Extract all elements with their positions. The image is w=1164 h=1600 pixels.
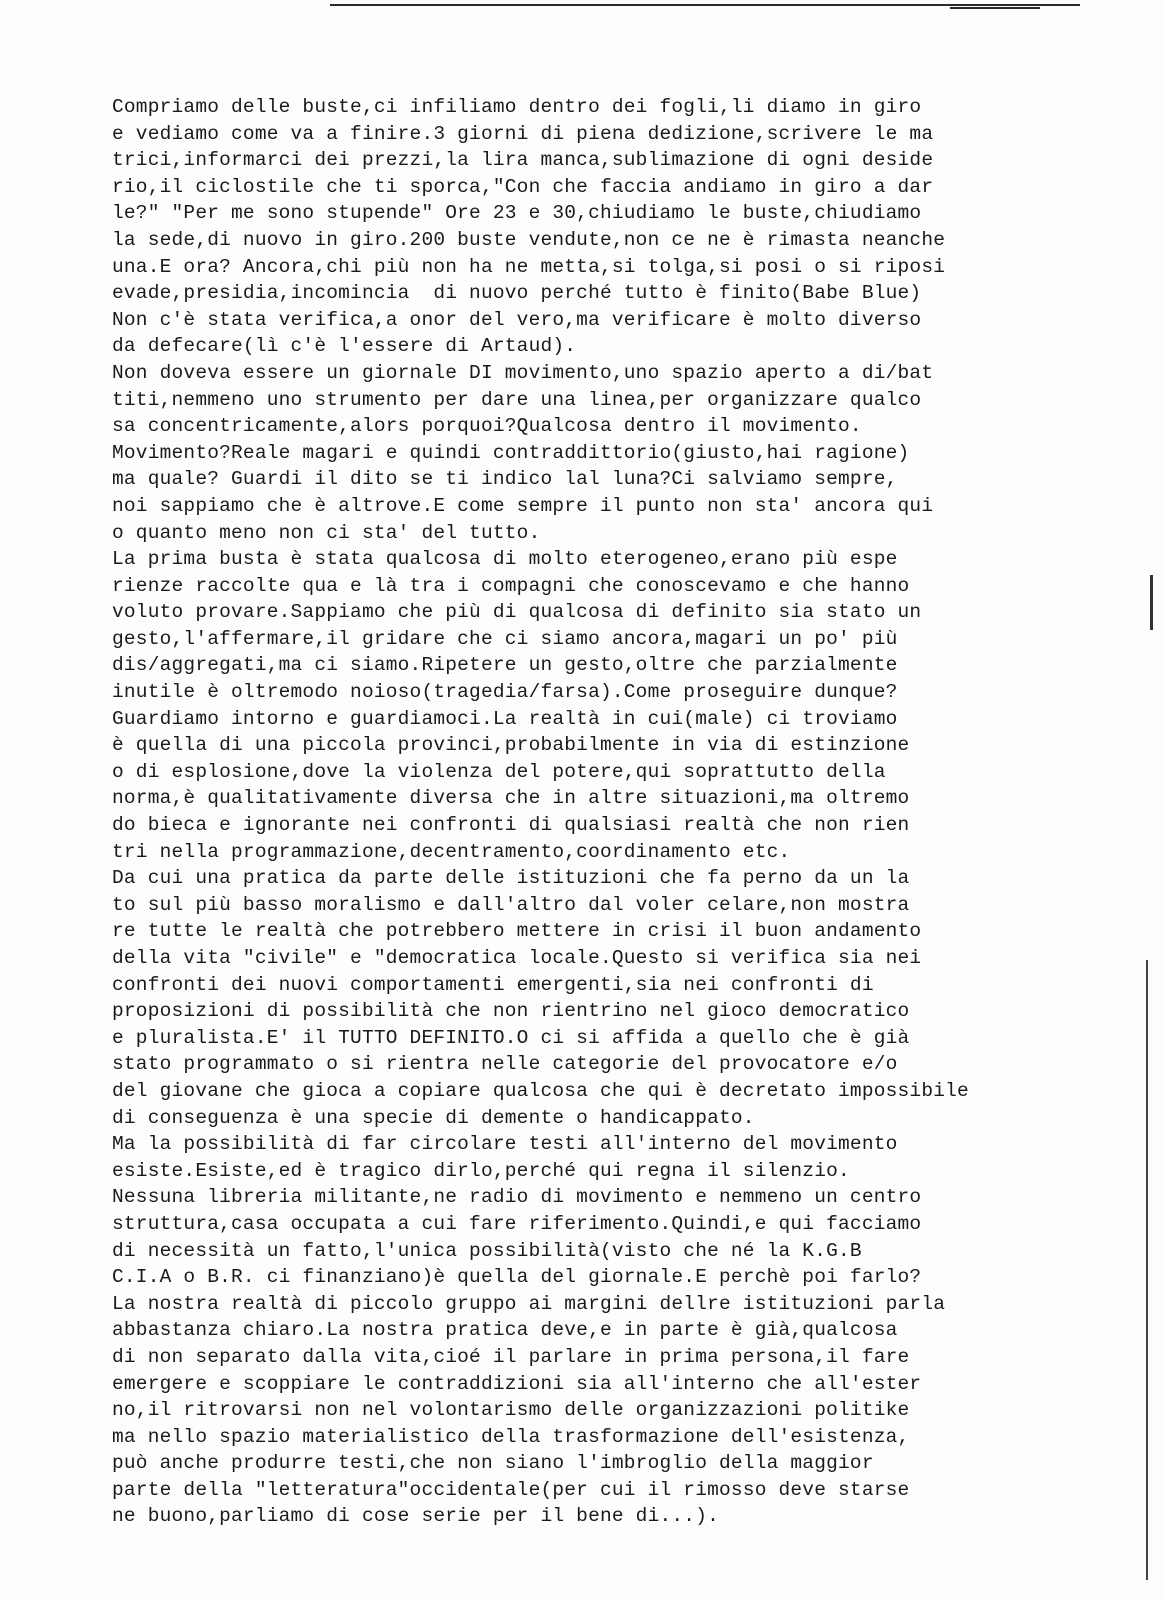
text-line: Compriamo delle buste,ci infiliamo dentro dei fogli,li diamo in giro	[112, 96, 922, 118]
text-line: gesto,l'affermare,il gridare che ci siamo ancora,magari un po' più	[112, 627, 898, 650]
text-line: tri nella programmazione,decentramento,coordinamento etc.	[112, 840, 791, 863]
text-line: può anche produrre testi,che non siano l'imbroglio della maggior	[112, 1452, 874, 1475]
text-line: to sul più basso moralismo e dall'altro dal voler celare,non mostra	[112, 893, 910, 916]
text-line: La prima busta è stata qualcosa di molto eterogeneo,erano più espe	[112, 548, 898, 571]
text-line: trici,informarci dei prezzi,la lira manca,sublimazione di ogni deside	[112, 149, 934, 172]
text-line: e vediamo come va a finire.3 giorni di piena dedizione,scrivere le ma	[112, 122, 934, 145]
text-line: struttura,casa occupata a cui fare riferimento.Quindi,e qui facciamo	[112, 1212, 922, 1235]
text-line: do bieca e ignorante nei confronti di qualsiasi realtà che non rien	[112, 814, 910, 837]
text-line: esiste.Esiste,ed è tragico dirlo,perché qui regna il silenzio.	[112, 1159, 850, 1182]
text-line: C.I.A o B.R. ci finanziano)è quella del giornale.E perchè poi farlo?	[112, 1266, 922, 1289]
text-line: Guardiamo intorno e guardiamoci.La realtà in cui(male) ci troviamo	[112, 707, 898, 730]
text-line: del giovane che gioca a copiare qualcosa che qui è decretato impossibile	[112, 1079, 969, 1102]
text-line: sa concentricamente,alors porquoi?Qualcosa dentro il movimento.	[112, 415, 862, 438]
text-line: rio,il ciclostile che ti sporca,"Con che faccia andiamo in giro a dar	[112, 175, 934, 198]
text-line: Nessuna libreria militante,ne radio di movimento e nemmeno un centro	[112, 1186, 922, 1209]
text-line: di non separato dalla vita,cioé il parlare in prima persona,il fare	[112, 1345, 910, 1368]
text-line: emergere e scoppiare le contraddizioni sia all'interno che all'ester	[112, 1372, 922, 1395]
page-top-edge-mark-right	[950, 7, 1040, 9]
page-right-edge-line	[1146, 960, 1148, 1580]
text-line: norma,è qualitativamente diversa che in altre situazioni,ma oltremo	[112, 787, 910, 810]
text-line: o quanto meno non ci sta' del tutto.	[112, 521, 541, 544]
body-text	[112, 94, 1112, 1530]
text-line: e pluralista.E' il TUTTO DEFINITO.O ci si affida a quello che è già	[112, 1026, 910, 1049]
text-line: re tutte le realtà che potrebbero mettere in crisi il buon andamento	[112, 920, 922, 943]
text-line: di necessità un fatto,l'unica possibilità(visto che né la K.G.B	[112, 1239, 862, 1262]
text-line: ma nello spazio materialistico della trasformazione dell'esistenza,	[112, 1425, 910, 1448]
text-line: parte della "letteratura"occidentale(per cui il rimosso deve starse	[112, 1478, 910, 1501]
text-line: Ma la possibilità di far circolare testi all'interno del movimento	[112, 1133, 898, 1156]
text-line: stato programmato o si rientra nelle categorie del provocatore e/o	[112, 1053, 898, 1076]
text-line: di conseguenza è una specie di demente o handicappato.	[112, 1106, 755, 1129]
text-line: o di esplosione,dove la violenza del potere,qui soprattutto della	[112, 760, 886, 783]
text-line: una.E ora? Ancora,chi più non ha ne metta,si tolga,si posi o si riposi	[112, 255, 946, 278]
text-line: voluto provare.Sappiamo che più di qualcosa di definito sia stato un	[112, 601, 922, 624]
text-line: dis/aggregati,ma ci siamo.Ripetere un gesto,oltre che parzialmente	[112, 654, 898, 677]
text-line: abbastanza chiaro.La nostra pratica deve,e in parte è già,qualcosa	[112, 1319, 898, 1342]
text-line: Non c'è stata verifica,a onor del vero,ma verificare è molto diverso	[112, 308, 922, 331]
text-line: confronti dei nuovi comportamenti emergenti,sia nei confronti di	[112, 973, 874, 996]
text-line: le?" "Per me sono stupende" Ore 23 e 30,chiudiamo le buste,chiudiamo	[112, 202, 922, 225]
text-line: inutile è oltremodo noioso(tragedia/farsa).Come proseguire dunque?	[112, 681, 898, 704]
text-line: Movimento?Reale magari e quindi contraddittorio(giusto,hai ragione)	[112, 441, 910, 464]
margin-mark	[1150, 575, 1153, 630]
text-line: ma quale? Guardi il dito se ti indico lal luna?Ci salviamo sempre,	[112, 468, 898, 491]
text-line: è quella di una piccola provinci,probabilmente in via di estinzione	[112, 734, 910, 757]
text-line: evade,presidia,incomincia di nuovo perché tutto è finito(Babe Blue)	[112, 282, 922, 305]
text-line: da defecare(lì c'è l'essere di Artaud).	[112, 335, 577, 358]
text-line: ne buono,parliamo di cose serie per il bene di...).	[112, 1505, 719, 1528]
text-line: della vita "civile" e "democratica locale.Questo si verifica sia nei	[112, 947, 922, 969]
text-line: proposizioni di possibilità che non rientrino nel gioco democratico	[112, 1000, 910, 1023]
text-line: no,il ritrovarsi non nel volontarismo delle organizzazioni politike	[112, 1399, 910, 1422]
text-line: titi,nemmeno uno strumento per dare una linea,per organizzare qualco	[112, 388, 922, 411]
text-line: noi sappiamo che è altrove.E come sempre il punto non sta' ancora qui	[112, 494, 934, 517]
page-top-edge-mark	[330, 4, 1080, 6]
text-line: la sede,di nuovo in giro.200 buste vendute,non ce ne è rimasta neanche	[112, 228, 946, 251]
text-line: La nostra realtà di piccolo gruppo ai margini dellre istituzioni parla	[112, 1292, 946, 1315]
text-line: Da cui una pratica da parte delle istituzioni che fa perno da un la	[112, 867, 910, 890]
text-line: rienze raccolte qua e là tra i compagni che conoscevamo e che hanno	[112, 574, 910, 597]
text-line: Non doveva essere un giornale DI movimento,uno spazio aperto a di/bat	[112, 361, 934, 384]
